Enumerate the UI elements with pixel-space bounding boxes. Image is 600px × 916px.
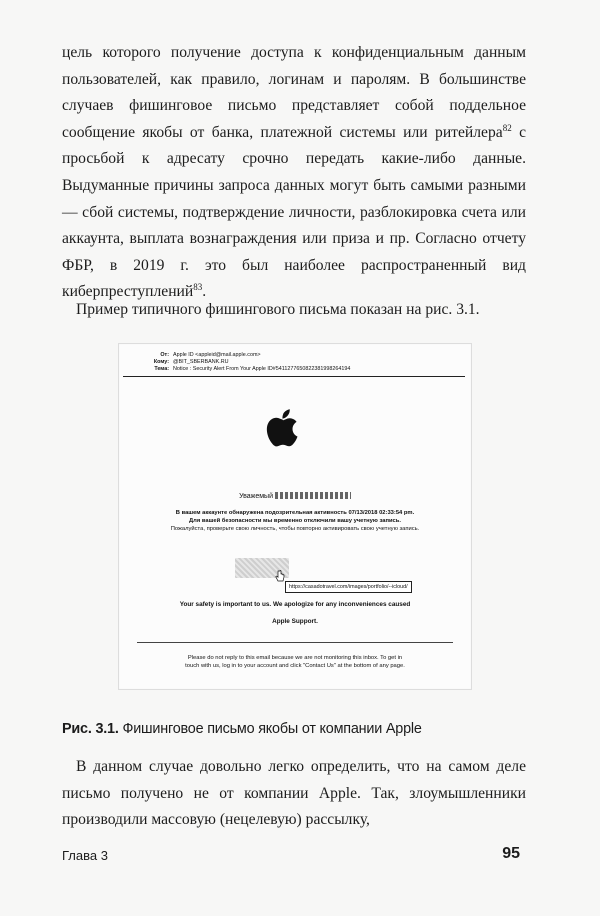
page-number: 95 xyxy=(502,845,520,862)
from-label: От: xyxy=(160,352,169,358)
subject-label: Тема: xyxy=(154,366,169,372)
alert-line-3: Пожалуйста, проверьте свою личность, чтобы повторно активировать свою учетную запись. xyxy=(170,526,420,532)
para1-text-c: . xyxy=(202,283,207,301)
body-paragraph-1 xyxy=(62,40,526,306)
email-greeting xyxy=(119,492,471,500)
greeting-text: Уважемый xyxy=(239,493,273,500)
alert-line-1: В вашем аккаунте обнаружена подозрительная активность 07/13/2018 02:33:54 pm. xyxy=(175,510,415,516)
para1-text-b: с просьбой к адресату срочно передать какие-либо данные. Выдуманные причины запроса данных могут быть самыми разными — сбой системы, подтверждение личности, разблокировка счета или аккаунта, выплата вознаграждения или приза и пр. Согласно отчету ФБР, в 2019 г. это был наиболее распространенный вид киберпреступлений xyxy=(62,123,526,301)
footnote-ref-83: 83 xyxy=(193,282,203,293)
email-from-row xyxy=(149,352,261,359)
to-label: Кому: xyxy=(153,359,169,365)
subject-value: Notice : Security Alert From Your Apple ID#5411277650822381998264194 xyxy=(173,366,351,372)
footer-divider xyxy=(137,642,453,643)
to-value: @BIT_SBERBANK.RU xyxy=(173,359,229,365)
url-tooltip: https://casadotravel.com/images/portfolio/--icloud/ xyxy=(285,581,412,593)
para3-text: В данном случае довольно легко определить, что на самом деле письмо получено не от компании Apple. Так, злоумышленники производили массовую (нецелевую) рассылку, xyxy=(62,758,526,829)
hand-cursor-icon xyxy=(275,570,285,582)
chapter-running-foot: Глава 3 xyxy=(62,848,108,863)
figure-caption xyxy=(62,721,422,737)
para1-text-a: цель которого получение доступа к конфиденциальным данным пользователей, как правило, логинам и паролям. В большинстве случаев фишинговое письмо представляет собой поддельное сообщение якобы от банка, платежной системы или ритейлера xyxy=(62,44,526,141)
email-subject-row xyxy=(149,366,350,373)
from-value: Apple ID <appleid@mail.apple.com> xyxy=(173,352,261,358)
email-footer-line-1: Please do not reply to this email because we are not monitoring this inbox. To get in xyxy=(187,655,403,661)
header-divider xyxy=(123,376,465,377)
footnote-ref-82: 82 xyxy=(502,122,512,133)
para2-text: Пример типичного фишингового письма показан на рис. 3.1. xyxy=(76,301,480,318)
phishing-email-figure xyxy=(118,343,472,690)
email-to-row xyxy=(149,359,229,366)
body-paragraph-3 xyxy=(62,754,526,834)
safety-text: Your safety is important to us. We apologize for any inconveniences caused xyxy=(179,601,411,608)
body-paragraph-2 xyxy=(62,297,526,324)
caption-text: Фишинговое письмо якобы от компании Apple xyxy=(118,721,422,737)
email-footer-line-2: touch with us, log in to your account and click "Contact Us" at the bottom of any page. xyxy=(185,663,405,669)
apple-logo-icon xyxy=(263,400,303,448)
alert-line-2: Для вашей безопасности мы временно отключили вашу учетную запись. xyxy=(189,518,401,524)
redacted-name xyxy=(275,492,351,499)
apple-support-signature: Apple Support. xyxy=(272,618,318,625)
caption-label: Рис. 3.1. xyxy=(62,721,119,737)
